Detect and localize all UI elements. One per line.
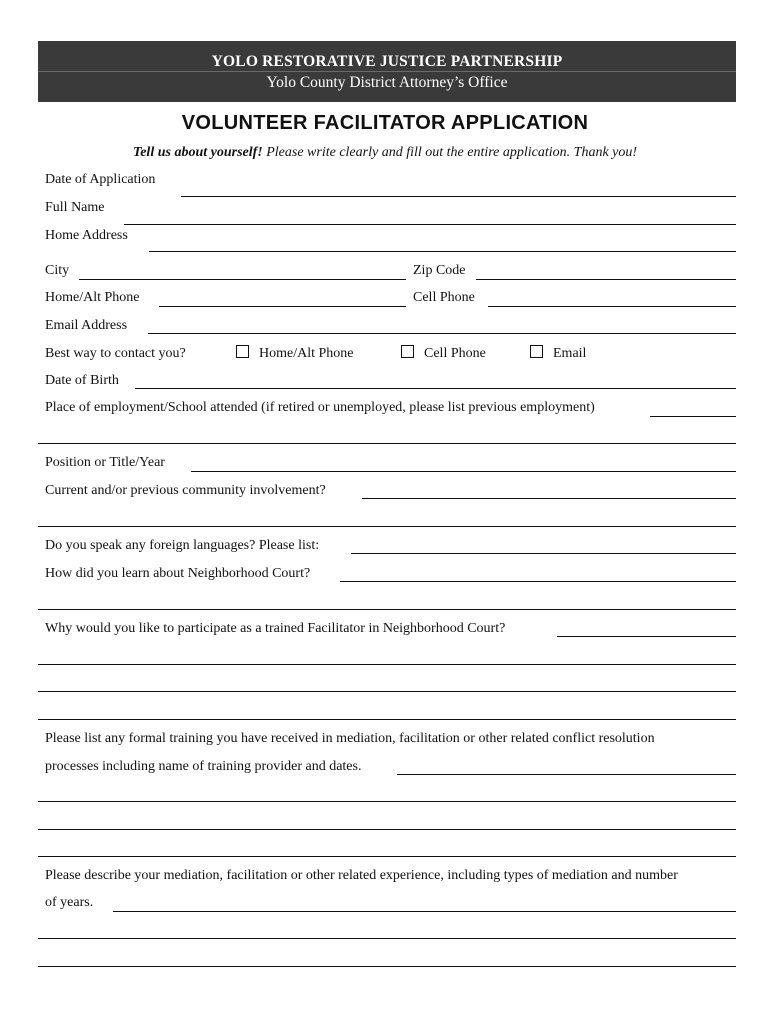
- home-address-label: Home Address: [45, 228, 128, 243]
- cell-phone-field[interactable]: [488, 306, 736, 307]
- training-line-3[interactable]: [38, 829, 736, 830]
- cell-phone-label: Cell Phone: [413, 290, 475, 305]
- community-label: Current and/or previous community involvement?: [45, 483, 326, 498]
- home-address-field[interactable]: [149, 251, 736, 252]
- experience-line-3[interactable]: [38, 966, 736, 967]
- languages-label: Do you speak any foreign languages? Please list:: [45, 538, 320, 553]
- email-address-field[interactable]: [148, 333, 736, 334]
- community-field[interactable]: [362, 498, 736, 499]
- experience-field[interactable]: [113, 911, 736, 912]
- zip-code-field[interactable]: [476, 279, 736, 280]
- cell-phone-checkbox[interactable]: [401, 345, 414, 358]
- training-label-line-1: Please list any formal training you have received in mediation, facilitation or other related conflict resolution: [45, 731, 655, 746]
- date-of-application-label: Date of Application: [45, 172, 156, 187]
- full-name-label: Full Name: [45, 200, 105, 215]
- learn-about-field[interactable]: [340, 581, 736, 582]
- zip-code-label: Zip Code: [413, 263, 466, 278]
- form-title: VOLUNTEER FACILITATOR APPLICATION: [181, 112, 589, 134]
- employment-label: Place of employment/School attended (if retired or unemployed, please list previous employment): [45, 400, 595, 415]
- position-label: Position or Title/Year: [45, 455, 165, 470]
- why-participate-line-2[interactable]: [38, 664, 736, 665]
- city-label: City: [45, 263, 70, 278]
- community-field-continued[interactable]: [38, 526, 736, 527]
- position-field[interactable]: [191, 471, 736, 472]
- training-line-4[interactable]: [38, 856, 736, 857]
- experience-line-2[interactable]: [38, 938, 736, 939]
- training-line-2[interactable]: [38, 801, 736, 802]
- experience-label-line-1: Please describe your mediation, facilitation or other related experience, including types of mediation and number: [45, 868, 678, 883]
- languages-field[interactable]: [351, 553, 736, 554]
- training-field[interactable]: [397, 774, 736, 775]
- why-participate-line-3[interactable]: [38, 691, 736, 692]
- form-header: [38, 41, 736, 102]
- date-of-application-field[interactable]: [181, 196, 736, 197]
- email-checkbox[interactable]: [530, 345, 543, 358]
- experience-label-line-2: of years.: [45, 895, 94, 910]
- home-alt-phone-label: Home/Alt Phone: [45, 290, 140, 305]
- date-of-birth-field[interactable]: [135, 388, 736, 389]
- why-participate-label: Why would you like to participate as a trained Facilitator in Neighborhood Court?: [45, 621, 506, 636]
- why-participate-line-4[interactable]: [38, 719, 736, 720]
- employment-field[interactable]: [650, 416, 736, 417]
- email-option: Email: [553, 346, 587, 361]
- email-address-label: Email Address: [45, 318, 128, 333]
- training-label-line-2: processes including name of training provider and dates.: [45, 759, 362, 774]
- office-name: Yolo County District Attorney’s Office: [266, 74, 508, 91]
- date-of-birth-label: Date of Birth: [45, 373, 119, 388]
- intro-bold: Tell us about yourself!: [132, 145, 263, 160]
- header-divider: [38, 71, 736, 72]
- home-alt-phone-option: Home/Alt Phone: [259, 346, 354, 361]
- home-alt-phone-checkbox[interactable]: [236, 345, 249, 358]
- organization-name: YOLO RESTORATIVE JUSTICE PARTNERSHIP: [211, 53, 563, 70]
- learn-about-field-continued[interactable]: [38, 609, 736, 610]
- best-way-label: Best way to contact you?: [45, 346, 186, 361]
- intro-text: Please write clearly and fill out the entire application. Thank you!: [262, 145, 638, 160]
- full-name-field[interactable]: [124, 224, 736, 225]
- home-alt-phone-field[interactable]: [159, 306, 406, 307]
- learn-about-label: How did you learn about Neighborhood Court?: [45, 566, 311, 581]
- city-field[interactable]: [79, 279, 406, 280]
- cell-phone-option: Cell Phone: [424, 346, 486, 361]
- employment-field-continued[interactable]: [38, 443, 736, 444]
- form-intro: [0, 145, 770, 161]
- why-participate-field[interactable]: [557, 636, 736, 637]
